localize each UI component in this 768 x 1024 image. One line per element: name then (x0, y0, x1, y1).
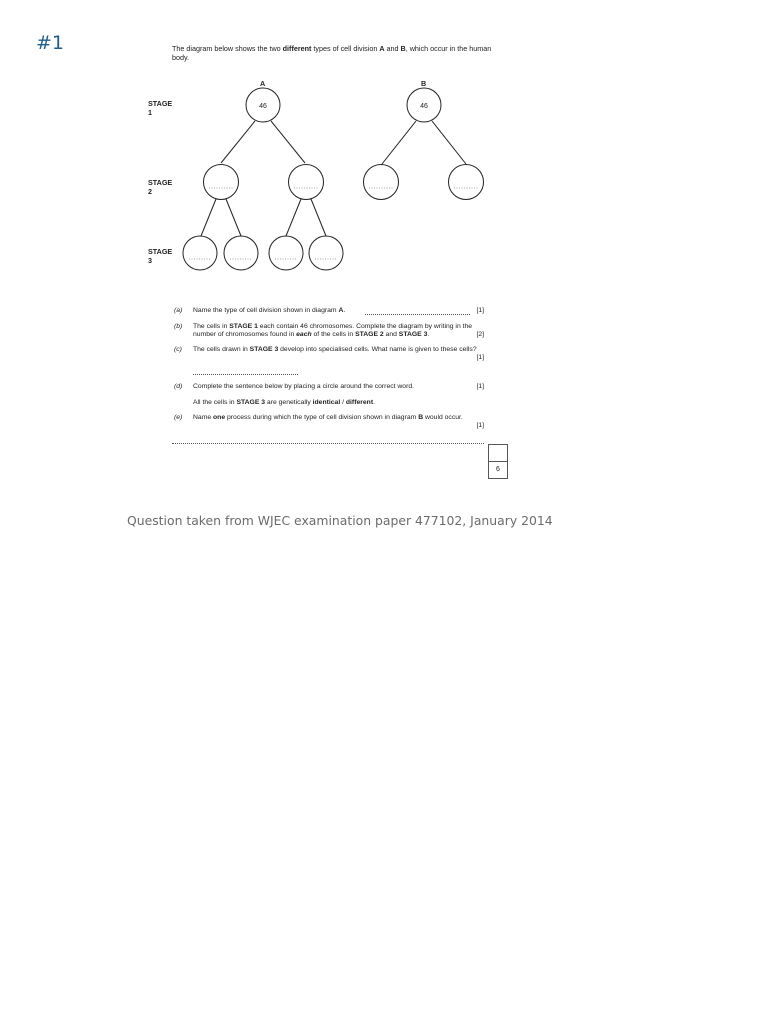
cell-a-stage3-2[interactable] (224, 236, 258, 270)
question-e: (e) Name one process during which the type of cell division shown in diagram B would occur. [1] (174, 414, 484, 429)
cell-division-diagram (0, 0, 768, 300)
question-d: (d) Complete the sentence below by placing a circle around the correct word. [1] (174, 383, 484, 390)
examiner-box (488, 444, 508, 462)
stage-2-label: STAGE 2 (148, 178, 173, 196)
diagram-a-label: A (260, 79, 266, 88)
total-marks-box: 6 (488, 461, 508, 479)
question-d-sentence: All the cells in STAGE 3 are genetically identical / different. (193, 399, 375, 406)
chromosome-count-b: 46 (420, 103, 428, 110)
cell-a-stage3-3[interactable] (269, 236, 303, 270)
intro-text: The diagram below shows the two different types of cell division A and B, which occur in the human body. (172, 44, 492, 62)
stage-1-label: STAGE 1 (148, 99, 173, 117)
cell-b-stage2-left[interactable] (364, 165, 399, 200)
cell-a-stage3-1[interactable] (183, 236, 217, 270)
answer-line-c[interactable] (193, 374, 298, 375)
division-lines (201, 121, 466, 236)
cell-a-stage3-4[interactable] (309, 236, 343, 270)
cell-a-stage2-left[interactable] (204, 165, 239, 200)
cell-b-stage2-right[interactable] (449, 165, 484, 200)
diagram-b-label: B (421, 79, 427, 88)
question-b: (b) The cells in STAGE 1 each contain 46 chromosomes. Complete the diagram by writing in the number of chromosomes found in each of the cells in STAGE 2 and STAGE 3. [2] (174, 323, 484, 339)
stage-3-label: STAGE 3 (148, 247, 173, 265)
question-a: (a) Name the type of cell division shown in diagram A. [1] (174, 307, 484, 314)
question-number: #1 (36, 32, 65, 54)
answer-line-e[interactable] (172, 443, 484, 444)
source-caption: Question taken from WJEC examination paper 477102, January 2014 (127, 513, 553, 528)
option-different[interactable]: different (345, 399, 374, 406)
cell-a-stage2-right[interactable] (289, 165, 324, 200)
option-identical[interactable]: identical (312, 399, 341, 406)
chromosome-count-a: 46 (259, 103, 267, 110)
answer-line-a[interactable] (365, 314, 470, 315)
question-c: (c) The cells drawn in STAGE 3 develop into specialised cells. What name is given to these cells? [1] (174, 346, 484, 361)
